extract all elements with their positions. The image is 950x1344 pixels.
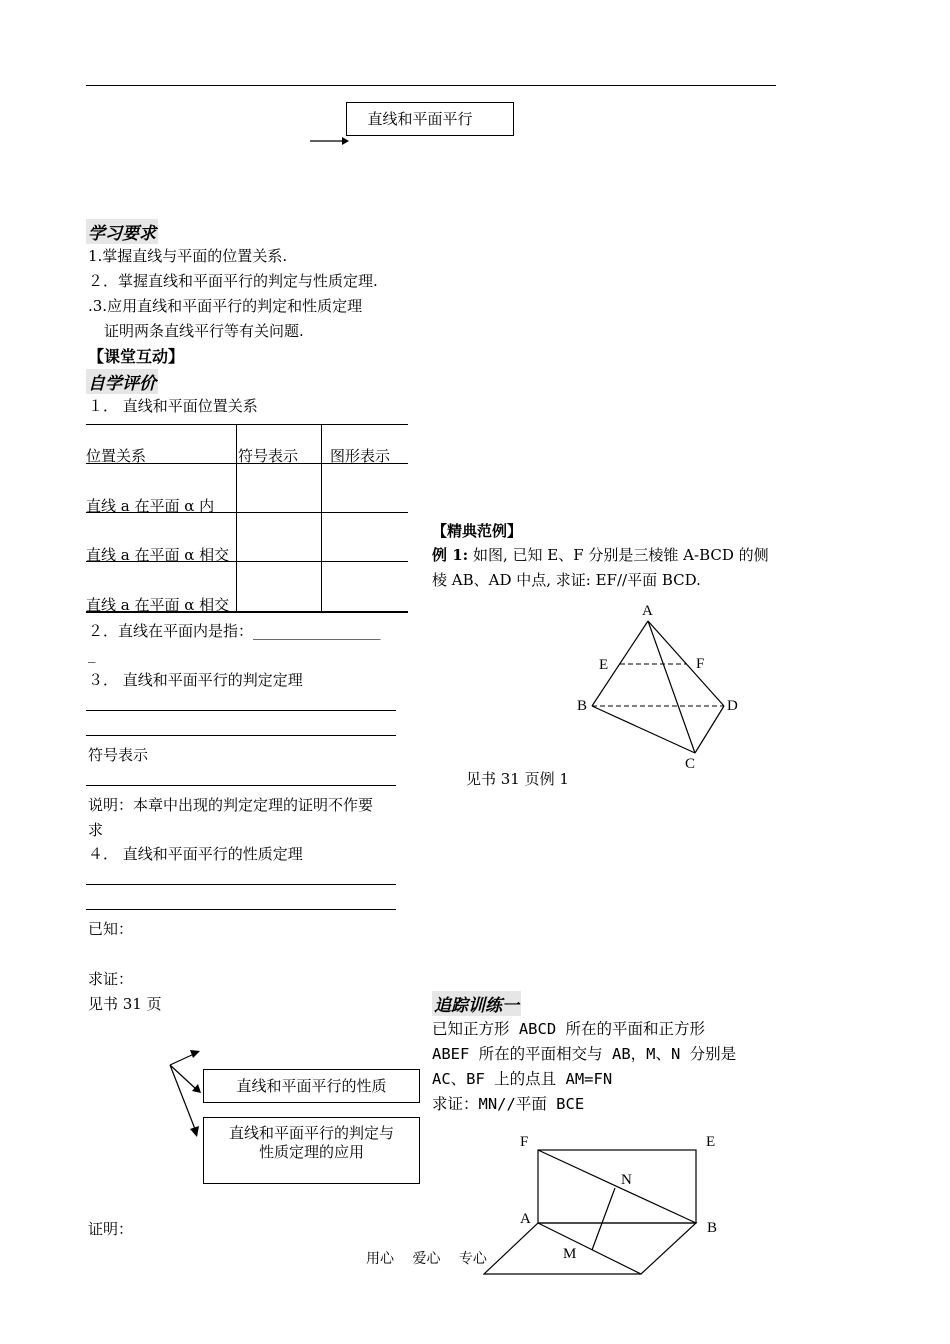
requirement-item-2: ２．掌握直线和平面平行的判定与性质定理. [88, 272, 378, 290]
see-book-example: 见书 31 页例 1 [466, 770, 569, 788]
segment-ac [538, 1223, 641, 1274]
table-header-symbol: 符号表示 [238, 447, 299, 465]
tracking-line-1: 已知正方形 ABCD 所在的平面和正方形 [432, 1020, 705, 1038]
requirement-item-1: 1.掌握直线与平面的位置关系. [88, 247, 288, 265]
label-b2: B [707, 1220, 718, 1236]
question-1: １． 直线和平面位置关系 [88, 397, 258, 415]
requirements-heading: 学习要求 [86, 219, 158, 244]
footer-text: 用心 爱心 专心 [366, 1251, 487, 1267]
label-e2: E [706, 1134, 716, 1150]
proof-label: 证明： [88, 1220, 134, 1238]
label-c: C [685, 756, 696, 772]
table-top-rule [86, 424, 408, 425]
label-n: N [621, 1172, 632, 1188]
requirement-item-4: 证明两条直线平行等有关问题. [104, 322, 304, 340]
title-box [346, 102, 514, 136]
tetrahedron-figure [570, 596, 750, 776]
edge-ac [648, 621, 695, 753]
segment-fb [538, 1150, 696, 1223]
label-a: A [642, 603, 653, 619]
question-2-tail: _ [88, 645, 96, 663]
tracking-line-2: ABEF 所在的平面相交与 AB，M、N 分别是 [432, 1045, 737, 1063]
mindmap-box-property [203, 1069, 420, 1103]
question-3: ３． 直线和平面平行的判定定理 [88, 671, 303, 689]
given-label: 已知： [88, 920, 134, 938]
prove-label: 求证： [88, 970, 134, 988]
question-4: ４． 直线和平面平行的性质定理 [88, 845, 303, 863]
answer-line-3 [86, 785, 396, 786]
example-1-label: 例 1: [432, 546, 469, 564]
label-e: E [599, 657, 609, 673]
two-squares-figure [470, 1126, 730, 1282]
note-line-1: 说明：本章中出现的判定定理的证明不作要 [88, 796, 374, 814]
answer-line-4 [86, 884, 396, 885]
symbol-label: 符号表示 [88, 746, 149, 764]
self-eval-heading: 自学评价 [86, 369, 158, 394]
title-arrow-icon [308, 134, 350, 148]
table-row-3: 直线 a 在平面 α 相交 [86, 596, 230, 614]
mindmap-box-application [203, 1117, 420, 1184]
tracking-heading: 追踪训练一 [432, 991, 521, 1016]
label-a2: A [520, 1211, 531, 1227]
table-header-figure: 图形表示 [330, 447, 391, 465]
label-b: B [577, 698, 588, 714]
edge-bc [592, 706, 695, 753]
examples-heading: 【精典范例】 [432, 522, 523, 540]
question-2: ２．直线在平面内是指：_________________ [88, 622, 381, 640]
tracking-line-4: 求证：MN//平面 BCE [432, 1095, 585, 1113]
label-d: D [727, 698, 738, 714]
label-m: M [563, 1246, 577, 1262]
mindmap-box-property-text: 直线和平面平行的性质 [236, 1077, 387, 1095]
table-row-2: 直线 a 在平面 α 相交 [86, 546, 230, 564]
table-col-rule-2 [321, 424, 322, 611]
table-header-position: 位置关系 [86, 447, 147, 465]
header-rule [86, 85, 776, 86]
example-1-text-1: 如图, 已知 E、F 分别是三棱锥 A-BCD 的侧 [468, 546, 769, 564]
title-box-text: 直线和平面平行 [367, 110, 473, 128]
example-1-line-2: 棱 AB、AD 中点, 求证: EF//平面 BCD. [432, 571, 701, 589]
table-row-1: 直线 a 在平面 α 内 [86, 497, 215, 515]
mindmap-box-application-text: 直线和平面平行的判定与性质定理的应用 [228, 1124, 394, 1161]
see-book-left: 见书 31 页 [88, 995, 162, 1013]
segment-mn [592, 1188, 615, 1250]
tracking-line-3: AC、BF 上的点且 AM=FN [432, 1070, 613, 1088]
answer-line-5 [86, 909, 396, 910]
label-f: F [696, 656, 705, 672]
requirement-item-3: .3.应用直线和平面平行的判定和性质定理 [88, 297, 363, 315]
classroom-heading: 【课堂互动】 [88, 347, 185, 366]
label-f2: F [520, 1134, 529, 1150]
answer-line-2 [86, 735, 396, 736]
table-col-rule-1 [236, 424, 237, 611]
edge-dc [695, 706, 724, 753]
example-1-line-1 [432, 544, 769, 565]
answer-line-1 [86, 710, 396, 711]
note-line-2: 求 [88, 821, 104, 839]
